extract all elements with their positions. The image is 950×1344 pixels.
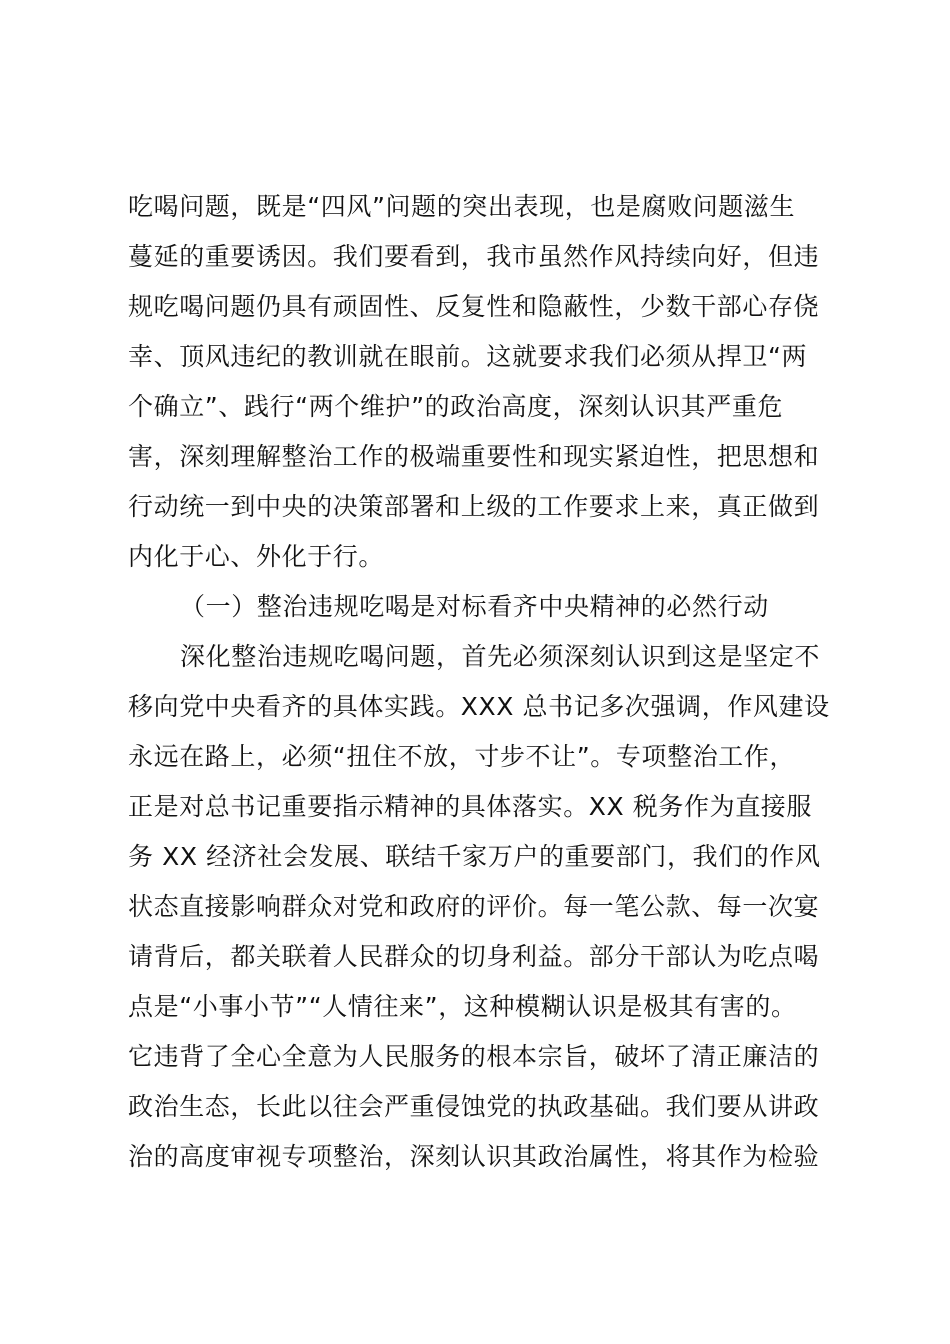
paragraph-line: 正是对总书记重要指示精神的具体落实。XX 税务作为直接服: [128, 792, 813, 821]
paragraph-line: 务 XX 经济社会发展、联结千家万户的重要部门，我们的作风: [128, 842, 821, 871]
paragraph-line: 永远在路上，必须“扭住不放，寸步不让”。专项整治工作，: [128, 742, 796, 771]
paragraph-line: 点是“小事小节”“人情往来”，这种模糊认识是极其有害的。: [128, 992, 797, 1021]
paragraph-line: 请背后，都关联着人民群众的切身利益。部分干部认为吃点喝: [128, 942, 820, 971]
paragraph-line: 幸、顶风违纪的教训就在眼前。这就要求我们必须从捍卫“两: [128, 342, 808, 371]
paragraph-line: 规吃喝问题仍具有顽固性、反复性和隐蔽性，少数干部心存侥: [128, 292, 820, 321]
paragraph-line: 害，深刻理解整治工作的极端重要性和现实紧迫性，把思想和: [128, 442, 820, 471]
paragraph-line: 它违背了全心全意为人民服务的根本宗旨，破坏了清正廉洁的: [128, 1042, 820, 1071]
paragraph-line: 深化整治违规吃喝问题，首先必须深刻认识到这是坚定不: [180, 642, 821, 671]
section-heading: （一）整治违规吃喝是对标看齐中央精神的必然行动: [180, 592, 769, 621]
paragraph-line: 蔓延的重要诱因。我们要看到，我市虽然作风持续向好，但违: [128, 242, 820, 271]
paragraph-line: 状态直接影响群众对党和政府的评价。每一笔公款、每一次宴: [128, 892, 820, 921]
document-body: [128, 182, 848, 1182]
paragraph-line: 移向党中央看齐的具体实践。XXX 总书记多次强调，作风建设: [128, 692, 830, 721]
paragraph-line: 个确立”、践行“两个维护”的政治高度，深刻认识其严重危: [128, 392, 784, 421]
paragraph-line: 行动统一到中央的决策部署和上级的工作要求上来，真正做到: [128, 492, 820, 521]
paragraph-line: 吃喝问题，既是“四风”问题的突出表现，也是腐败问题滋生: [128, 192, 796, 221]
paragraph-line: 政治生态，长此以往会严重侵蚀党的执政基础。我们要从讲政: [128, 1092, 820, 1121]
paragraph-line: 内化于心、外化于行。: [128, 542, 385, 571]
paragraph-line: 治的高度审视专项整治，深刻认识其政治属性，将其作为检验: [128, 1142, 820, 1171]
